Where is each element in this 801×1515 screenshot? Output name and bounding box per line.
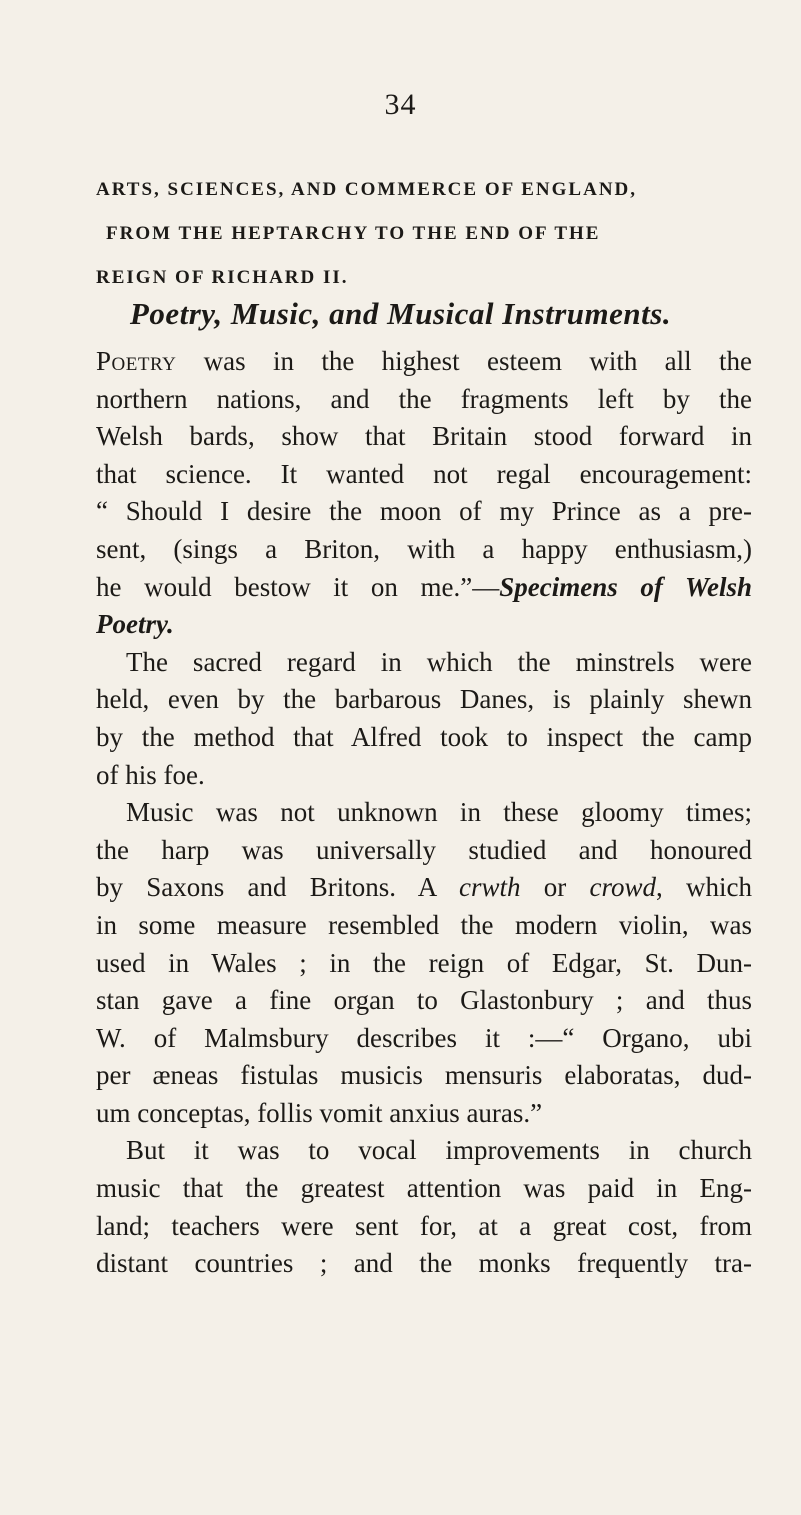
section-title: Poetry, Music, and Musical Instruments. — [129, 296, 672, 331]
text-line: land; teachers were sent for, at a great cost, from — [96, 1210, 752, 1241]
text-line — [96, 569, 752, 607]
text-line: of his foe. — [96, 759, 205, 790]
text-span: , which — [656, 872, 752, 903]
text-span: was in the highest esteem with all the — [176, 346, 752, 376]
small-caps-word: Poetry — [96, 346, 177, 376]
page-number: 34 — [384, 88, 417, 121]
text-line: the harp was universally studied and honoured — [96, 834, 752, 865]
text-line: Music was not unknown in these gloomy times; — [126, 797, 752, 828]
body-text — [96, 343, 752, 1283]
text-line — [96, 343, 752, 381]
running-head-line: ARTS, SCIENCES, AND COMMERCE OF ENGLAND, — [96, 179, 638, 200]
text-span: or — [520, 872, 590, 903]
text-line: used in Wales ; in the reign of Edgar, St. Dun- — [96, 947, 752, 978]
text-line: northern nations, and the fragments left by the — [96, 383, 752, 414]
text-line: Welsh bards, show that Britain stood forward in — [96, 421, 752, 452]
italic-term: crowd — [589, 872, 657, 903]
text-line: by the method that Alfred took to inspect the camp — [96, 721, 752, 752]
running-head-line: REIGN OF RICHARD II. — [96, 267, 349, 288]
text-line: W. of Malmsbury describes it :—“ Organo, ubi — [96, 1022, 752, 1053]
running-head — [96, 168, 736, 300]
italic-term: crwth — [459, 872, 521, 903]
text-span: he would bestow it on me.”— — [96, 571, 500, 602]
text-line: that science. It wanted not regal encouragement: — [96, 458, 752, 489]
text-line: um conceptas, follis vomit anxius auras.” — [96, 1097, 543, 1128]
text-line: distant countries ; and the monks frequently tra- — [96, 1248, 752, 1279]
text-line: “ Should I desire the moon of my Prince as a pre- — [96, 496, 752, 527]
text-line: music that the greatest attention was paid in Eng- — [96, 1173, 752, 1204]
text-line — [96, 869, 752, 907]
text-line — [96, 606, 752, 644]
text-line: The sacred regard in which the minstrels were — [126, 646, 752, 677]
text-span: by Saxons and Britons. A — [96, 872, 460, 903]
text-line: in some measure resembled the modern violin, was — [96, 909, 752, 940]
text-line: per æneas fistulas musicis mensuris elaboratas, dud- — [96, 1060, 752, 1091]
text-line: But it was to vocal improvements in church — [126, 1135, 752, 1166]
citation-title: Specimens of Welsh — [499, 571, 752, 602]
text-line: stan gave a fine organ to Glastonbury ; and thus — [96, 985, 752, 1016]
text-line: sent, (sings a Briton, with a happy enthusiasm,) — [96, 533, 752, 564]
text-line: held, even by the barbarous Danes, is plainly shewn — [96, 684, 752, 715]
running-head-line: FROM THE HEPTARCHY TO THE END OF THE — [106, 223, 601, 244]
citation-title: Poetry. — [96, 609, 174, 640]
